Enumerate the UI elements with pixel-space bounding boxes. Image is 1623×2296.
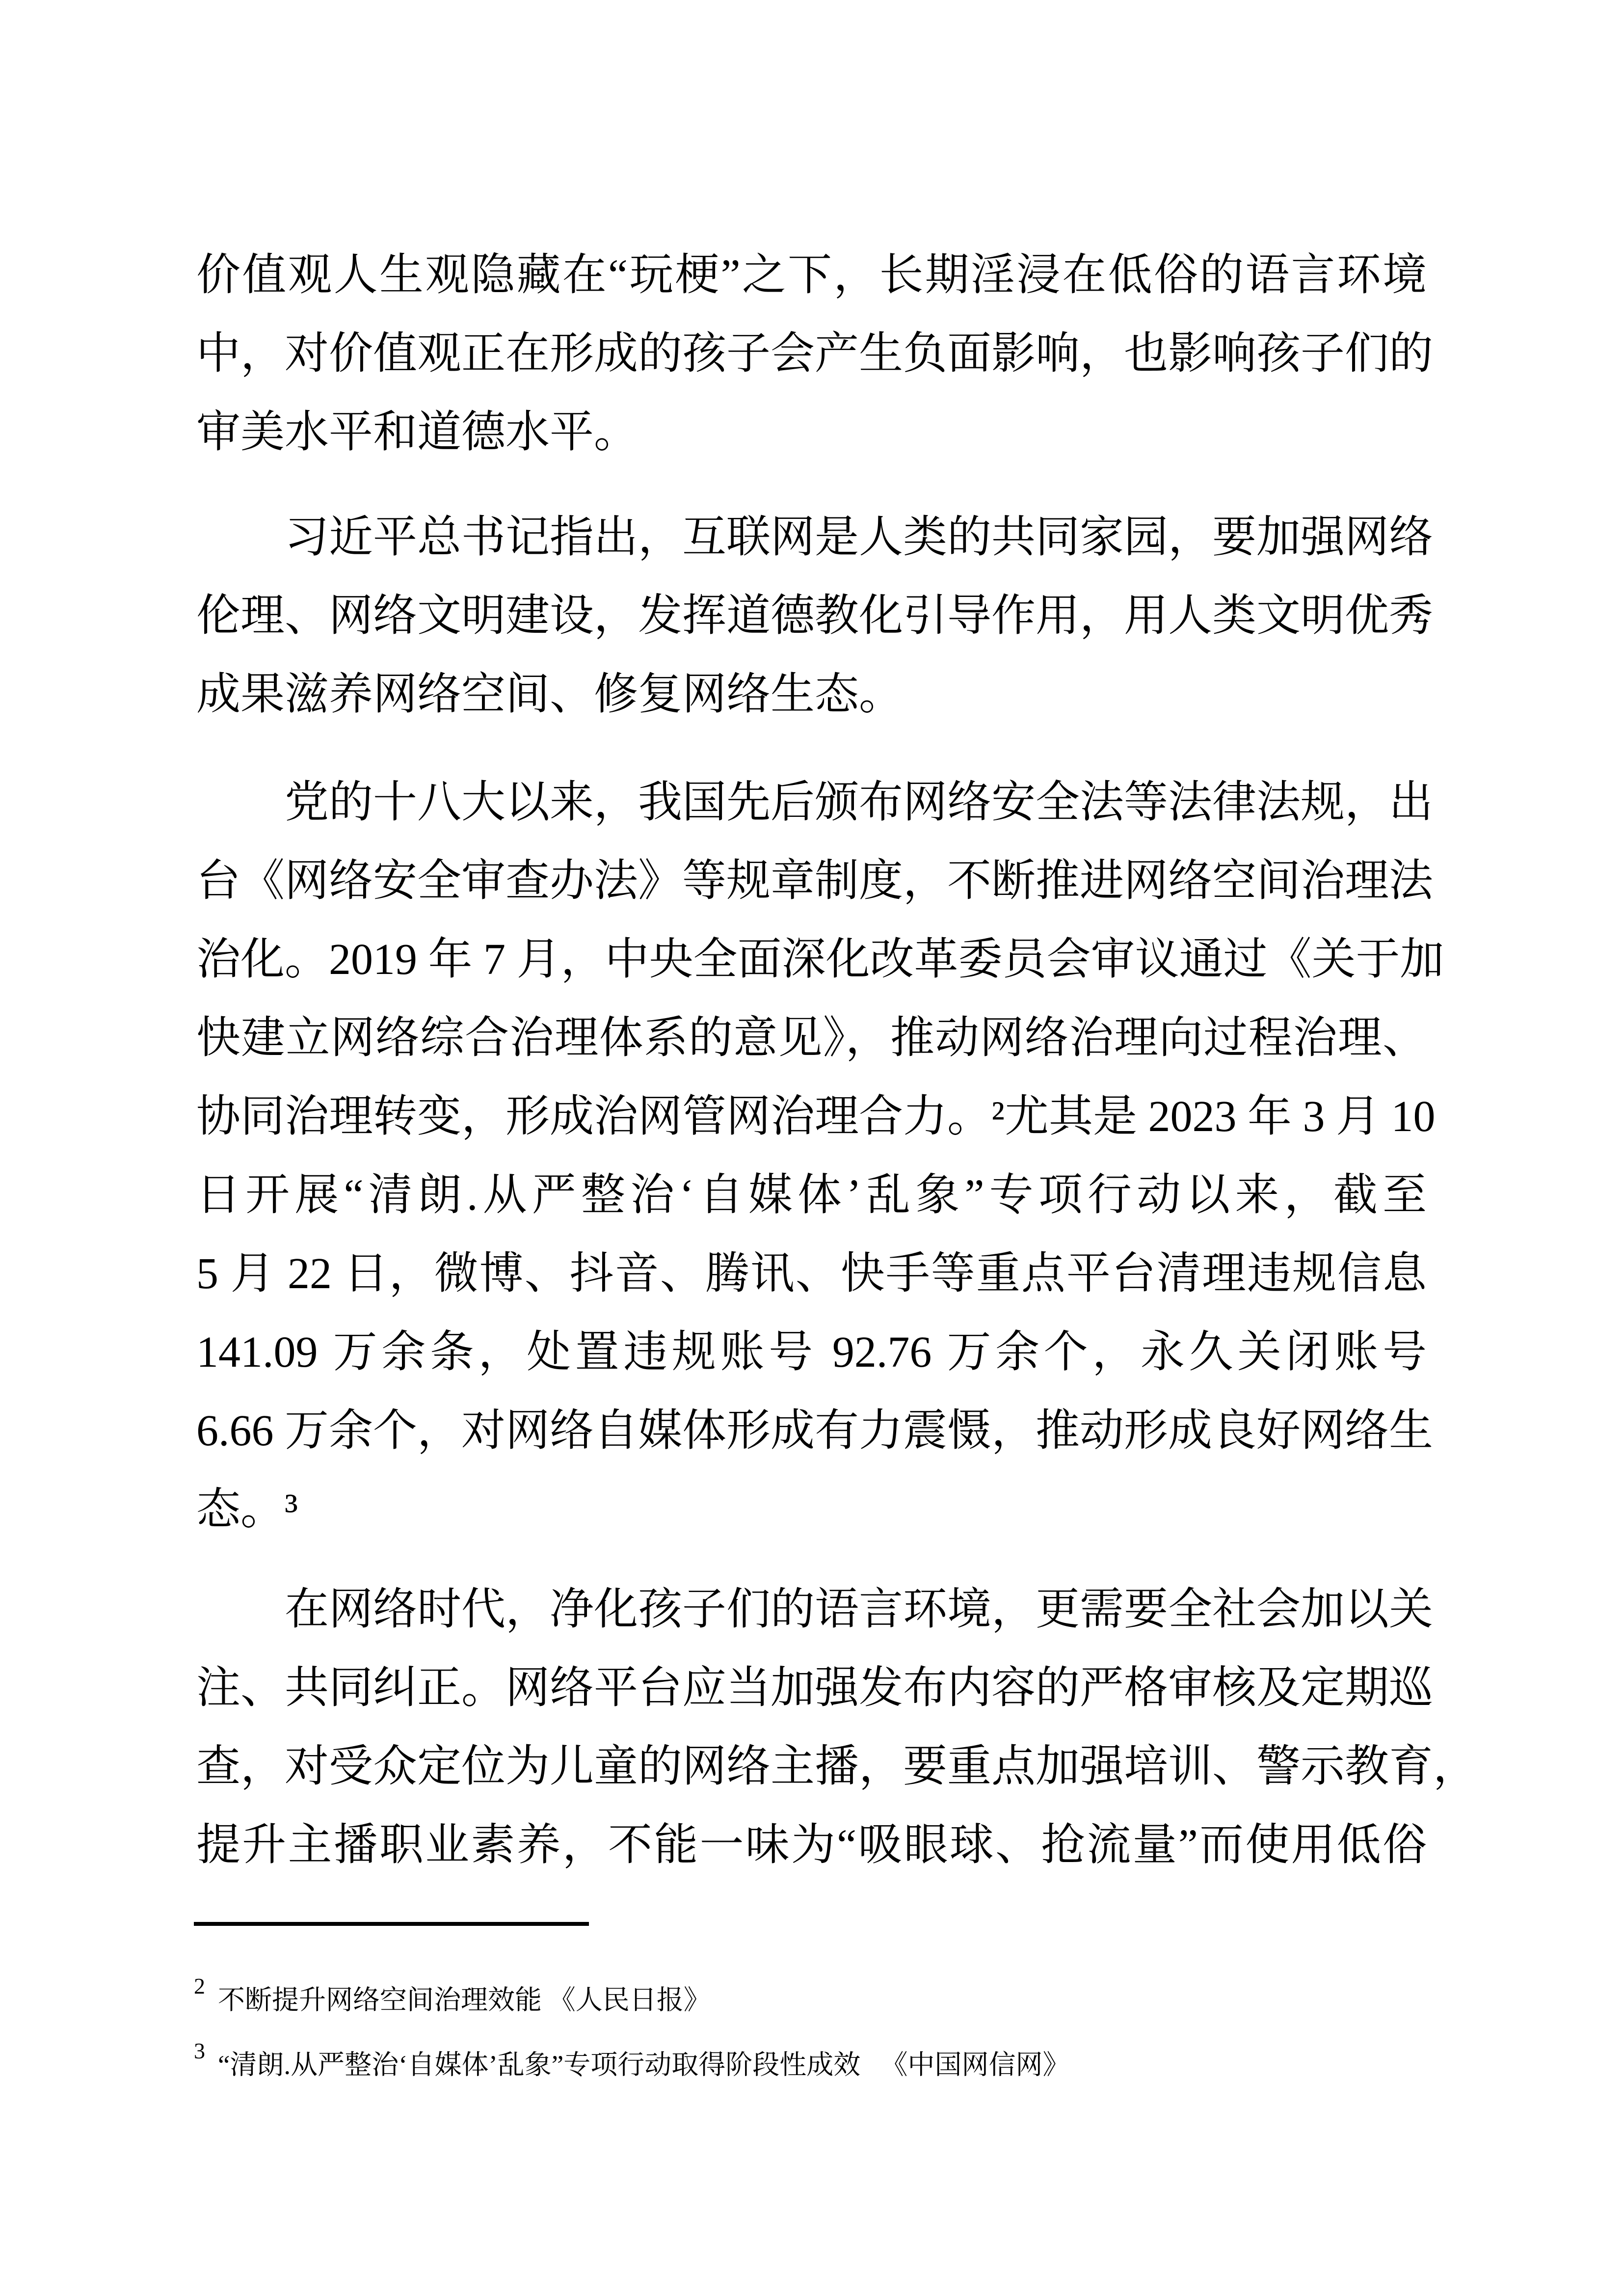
text-line: 5 月 22 日，微博、抖音、腾讯、快手等重点平台清理违规信息 — [196, 1249, 1427, 1298]
text-line: 台《网络安全审查办法》等规章制度，不断推进网络空间治理法 — [196, 857, 1433, 905]
footnote-text: 不断提升网络空间治理效能 《人民日报》 — [218, 1985, 711, 2015]
text-line: 习近平总书记指出，互联网是人类的共同家园，要加强网络 — [285, 513, 1433, 562]
text-line: 141.09 万余条，处置违规账号 92.76 万余个，永久关闭账号 — [196, 1328, 1427, 1377]
text-line: 成果滋养网络空间、修复网络生态。 — [196, 670, 903, 719]
text-line: 查，对受众定位为儿童的网络主播，要重点加强培训、警示教育， — [196, 1742, 1477, 1791]
text-line: 日开展“清朗.从严整治‘自媒体’乱象”专项行动以来，截至 — [196, 1171, 1427, 1219]
footnote — [194, 2037, 1427, 2084]
text-line: 态。³ — [196, 1485, 298, 1534]
text-line: 伦理、网络文明建设，发挥道德教化引导作用，用人类文明优秀 — [196, 592, 1433, 640]
text-line: 在网络时代，净化孩子们的语言环境，更需要全社会加以关 — [285, 1585, 1433, 1634]
text-line: 治化。2019 年 7 月，中央全面深化改革委员会审议通过《关于加 — [196, 935, 1444, 984]
text-line: 价值观人生观隐藏在“玩梗”之下，长期淫浸在低俗的语言环境 — [196, 251, 1427, 299]
text-line: 快建立网络综合治理体系的意见》，推动网络治理向过程治理、 — [196, 1014, 1427, 1062]
text-line: 中，对价值观正在形成的孩子会产生负面影响，也影响孩子们的 — [196, 329, 1433, 378]
text-line: 协同治理转变，形成治网管网治理合力。²尤其是 2023 年 3 月 10 — [196, 1092, 1436, 1141]
text-line: 注、共同纠正。网络平台应当加强发布内容的严格审核及定期巡 — [196, 1664, 1433, 1712]
footnote-marker: 3 — [194, 2038, 205, 2063]
footnote-marker: 2 — [194, 1973, 205, 1999]
text-line: 6.66 万余个，对网络自媒体形成有力震慑，推动形成良好网络生 — [196, 1406, 1433, 1455]
text-line: 党的十八大以来，我国先后颁布网络安全法等法律法规，出 — [285, 778, 1433, 827]
footnote-text: “清朗.从严整治‘自媒体’乱象”专项行动取得阶段性成效 《中国网信网》 — [218, 2050, 1070, 2080]
text-line: 提升主播职业素养，不能一味为“吸眼球、抢流量”而使用低俗 — [196, 1821, 1427, 1869]
footnote — [194, 1972, 1427, 2020]
text-line: 审美水平和道德水平。 — [196, 408, 638, 457]
